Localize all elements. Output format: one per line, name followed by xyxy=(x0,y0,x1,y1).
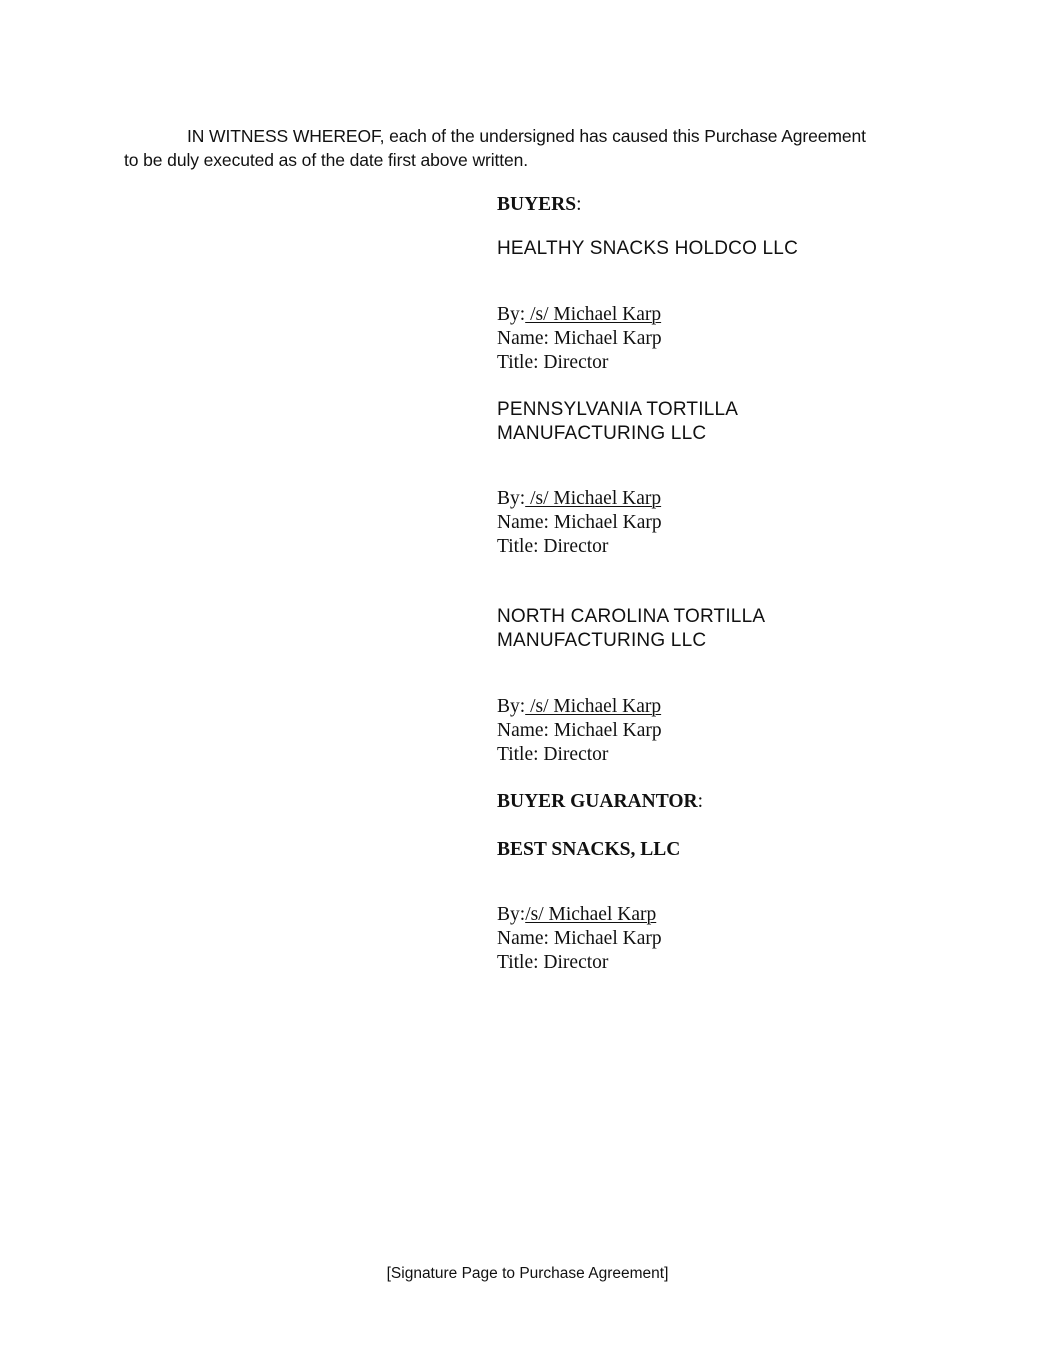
entity-name-line: PENNSYLVANIA TORTILLA xyxy=(497,399,739,420)
by-label: By: xyxy=(497,488,526,509)
buyer-signature-block-3 xyxy=(497,695,1017,767)
by-label: By: xyxy=(497,696,526,717)
buyer-entity-name-3 xyxy=(497,605,1017,653)
entity-name-line: BEST SNACKS, LLC xyxy=(497,839,681,860)
witness-line-1: IN WITNESS WHEREOF, each of the undersigned has caused this Purchase Agreement xyxy=(187,126,866,146)
guarantor-signature-block xyxy=(497,903,1017,975)
buyer-signature-block-2 xyxy=(497,487,1017,559)
guarantor-heading-colon: : xyxy=(697,791,704,812)
entity-name-line: HEALTHY SNACKS HOLDCO LLC xyxy=(497,238,798,259)
signatory-title: Title: Director xyxy=(497,536,609,557)
buyer-entity-name-1 xyxy=(497,237,1017,261)
buyers-heading xyxy=(497,193,1017,217)
signature-line xyxy=(497,903,1017,927)
buyer-signature-block-1 xyxy=(497,303,1017,375)
guarantor-heading xyxy=(497,790,1017,814)
signatory-name: Name: Michael Karp xyxy=(497,328,662,349)
signatory-name: Name: Michael Karp xyxy=(497,720,662,741)
signatory-title: Title: Director xyxy=(497,744,609,765)
signatory-name: Name: Michael Karp xyxy=(497,512,662,533)
signature-value: /s/ Michael Karp xyxy=(525,904,657,925)
signature-value: /s/ Michael Karp xyxy=(525,304,662,325)
signatory-title: Title: Director xyxy=(497,952,609,973)
by-label: By: xyxy=(497,304,526,325)
buyers-heading-text: BUYERS xyxy=(497,194,577,215)
signatory-title: Title: Director xyxy=(497,352,609,373)
signature-value: /s/ Michael Karp xyxy=(525,696,662,717)
witness-paragraph xyxy=(124,124,934,172)
signature-line xyxy=(497,303,1017,327)
guarantor-entity-name xyxy=(497,838,1017,862)
buyers-heading-colon: : xyxy=(576,194,582,215)
page-footer: [Signature Page to Purchase Agreement] xyxy=(386,1265,669,1282)
signature-line xyxy=(497,695,1017,719)
entity-name-line: MANUFACTURING LLC xyxy=(497,423,707,444)
buyer-entity-name-2 xyxy=(497,398,1017,446)
guarantor-heading-text: BUYER GUARANTOR xyxy=(497,791,698,812)
entity-name-line: NORTH CAROLINA TORTILLA xyxy=(497,606,766,627)
signatory-name: Name: Michael Karp xyxy=(497,928,662,949)
signature-line xyxy=(497,487,1017,511)
entity-name-line: MANUFACTURING LLC xyxy=(497,630,707,651)
witness-line-2: to be duly executed as of the date first above written. xyxy=(124,150,529,170)
by-label: By: xyxy=(497,904,526,925)
signature-value: /s/ Michael Karp xyxy=(525,488,662,509)
